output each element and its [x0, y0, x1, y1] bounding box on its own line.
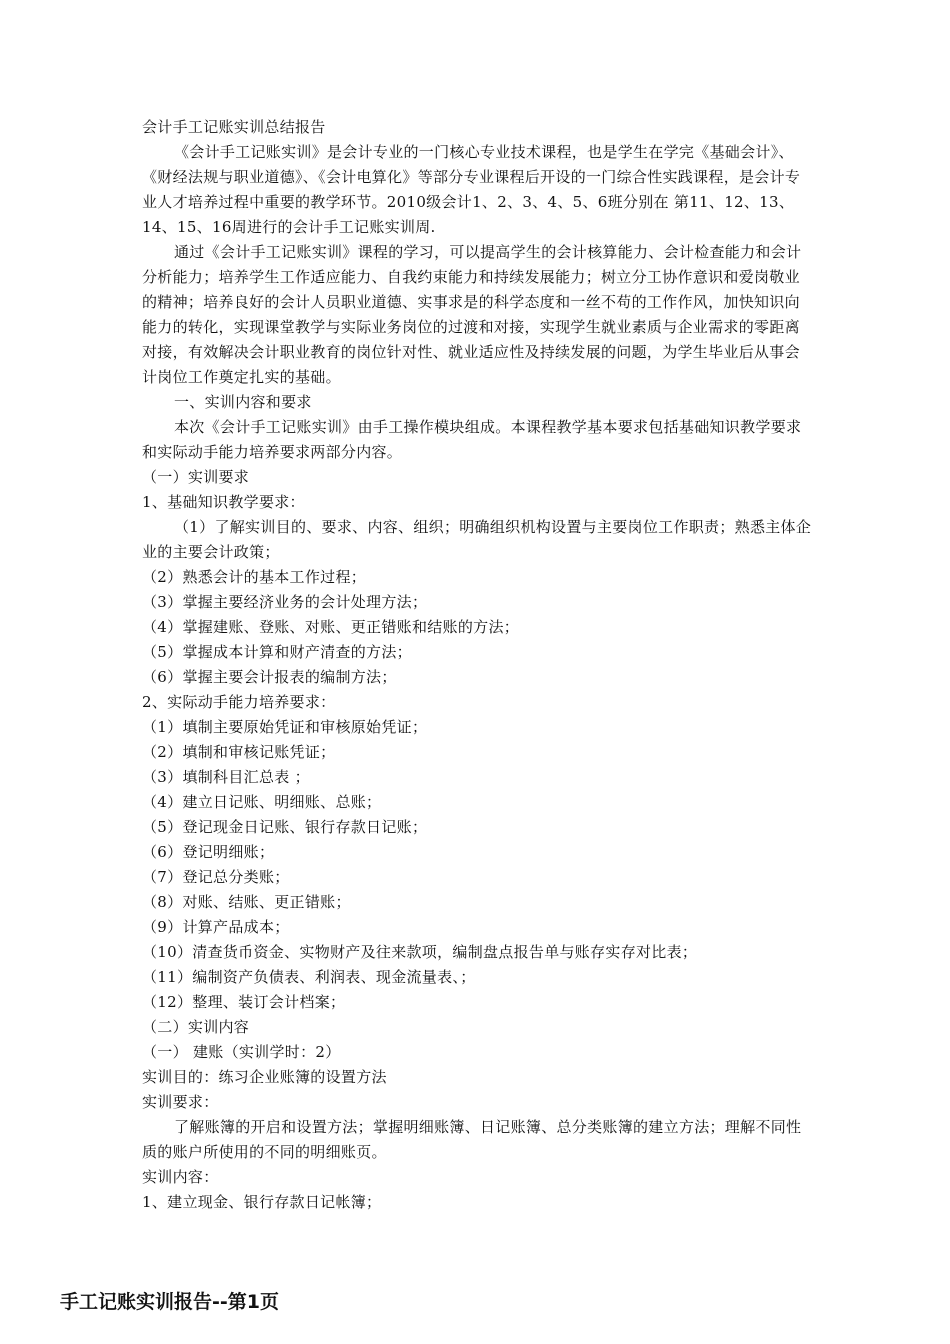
list-item: （3）掌握主要经济业务的会计处理方法； [142, 593, 428, 611]
list-item: （9）计算产品成本； [142, 918, 290, 936]
list-item: （4）掌握建账、登账、对账、更正错账和结账的方法； [142, 618, 520, 636]
list-item: （5）掌握成本计算和财产清查的方法； [142, 643, 412, 661]
list-item: （12）整理、装订会计档案； [142, 993, 346, 1011]
unit-requirements-text: 了解账簿的开启和设置方法；掌握明细账簿、日记账簿、总分类账簿的建立方法；理解不同性质的账户所使用的不同的明细账页。 [142, 1118, 802, 1161]
page-footer: 手工记账实训报告--第1页 [60, 1291, 279, 1313]
unit-content-item: 1、建立现金、银行存款日记帐簿； [142, 1193, 382, 1211]
heading-practical-skills: 2、实际动手能力培养要求： [142, 693, 336, 711]
list-item: （6）登记明细账； [142, 843, 275, 861]
list-item: （1）了解实训目的、要求、内容、组织；明确组织机构设置与主要岗位工作职责；熟悉主体企业的主要会计政策； [142, 518, 812, 561]
list-item: （3）填制科目汇总表 ； [142, 768, 310, 786]
subsection-heading-content: （二）实训内容 [142, 1018, 250, 1036]
section-heading-content-requirements: 一、实训内容和要求 [174, 393, 312, 411]
heading-basic-knowledge: 1、基础知识教学要求： [142, 493, 305, 511]
document-body [142, 115, 814, 1215]
unit-content-label: 实训内容： [142, 1168, 219, 1186]
list-item: （5）登记现金日记账、银行存款日记账； [142, 818, 428, 836]
paragraph-goals: 通过《会计手工记账实训》课程的学习，可以提高学生的会计核算能力、会计检查能力和会计分析能力；培养学生工作适应能力、自我约束能力和持续发展能力；树立分工协作意识和爱岗敬业的精神；培养良好的会计人员职业道德、实事求是的科学态度和一丝不苟的工作作风，加快知识向能力的转化，实现课堂教学与实际业务岗位的过渡和对接，实现学生就业素质与企业需求的零距离对接，有效解决会计职业教育的岗位针对性、就业适应性及持续发展的问题，为学生毕业后从事会计岗位工作奠定扎实的基础。 [142, 243, 802, 386]
document-title: 会计手工记账实训总结报告 [142, 118, 326, 136]
list-item: （1）填制主要原始凭证和审核原始凭证； [142, 718, 428, 736]
unit-requirements-label: 实训要求： [142, 1093, 219, 1111]
unit-heading: （一） 建账（实训学时：2） [142, 1043, 341, 1061]
paragraph-structure: 本次《会计手工记账实训》由手工操作模块组成。本课程教学基本要求包括基础知识教学要求和实际动手能力培养要求两部分内容。 [142, 418, 802, 461]
list-item: （11）编制资产负债表、利润表、现金流量表、； [142, 968, 476, 986]
list-item: （8）对账、结账、更正错账； [142, 893, 351, 911]
list-item: （4）建立日记账、明细账、总账； [142, 793, 382, 811]
list-item: （6）掌握主要会计报表的编制方法； [142, 668, 397, 686]
list-item: （2）填制和审核记账凭证； [142, 743, 336, 761]
list-item: （2）熟悉会计的基本工作过程； [142, 568, 367, 586]
unit-goal: 实训目的：练习企业账簿的设置方法 [142, 1068, 387, 1086]
subsection-heading-requirements: （一）实训要求 [142, 468, 250, 486]
list-item: （7）登记总分类账； [142, 868, 290, 886]
paragraph-intro: 《会计手工记账实训》是会计专业的一门核心专业技术课程，也是学生在学完《基础会计》、《财经法规与职业道德》、《会计电算化》等部分专业课程后开设的一门综合性实践课程，是会计专业人才培养过程中重要的教学环节。2010级会计1、2、3、4、5、6班分别在 第11、12、13、14、15、16周进行的会计手工记账实训周. [142, 143, 801, 236]
list-item: （10）清查货币资金、实物财产及往来款项，编制盘点报告单与账存实存对比表； [142, 943, 698, 961]
